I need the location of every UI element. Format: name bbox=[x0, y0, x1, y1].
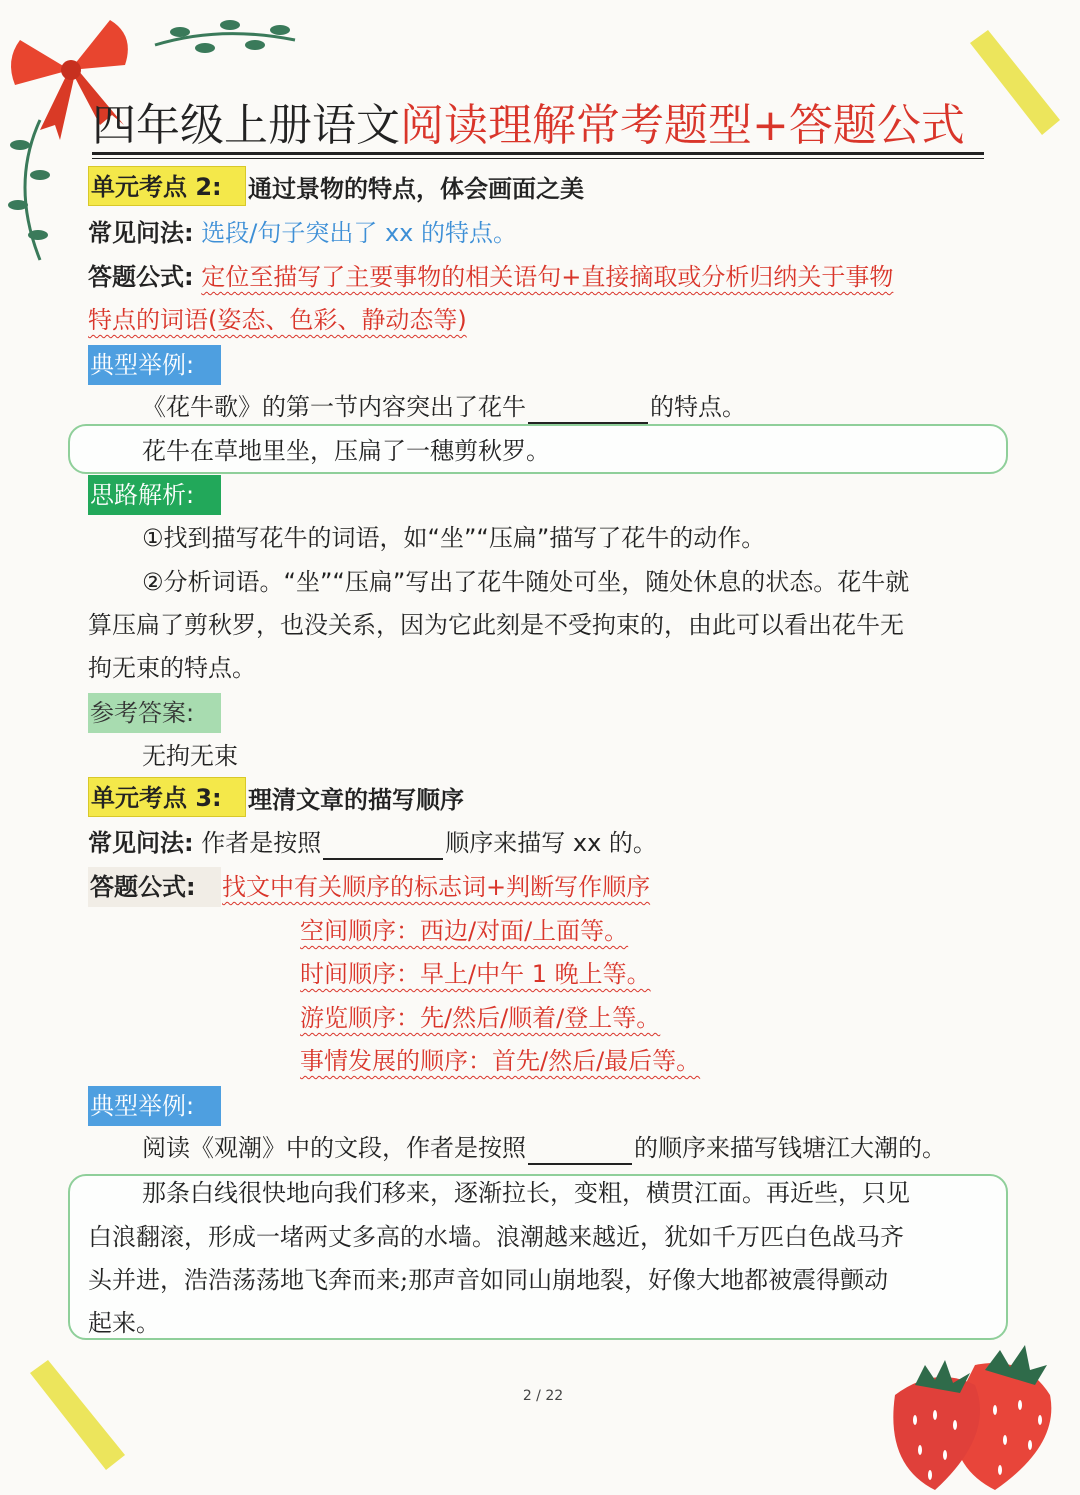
answer-blank bbox=[528, 396, 648, 424]
formula-text-continued: 特点的词语(姿态、色彩、静动态等) bbox=[88, 306, 467, 334]
answer-blank bbox=[323, 832, 443, 860]
analysis-step-2-end: 拘无束的特点。 bbox=[88, 654, 256, 682]
title-divider bbox=[92, 158, 984, 159]
quote-line-4: 起来。 bbox=[88, 1309, 160, 1337]
example-question bbox=[142, 390, 746, 424]
order-tour: 游览顺序：先/然后/顺着/登上等。 bbox=[300, 1004, 661, 1032]
ask-text-end: 顺序来描写 xx 的。 bbox=[445, 829, 657, 857]
example-question bbox=[142, 1131, 946, 1165]
order-event: 事情发展的顺序：首先/然后/最后等。 bbox=[300, 1047, 701, 1075]
answer-text: 无拘无束 bbox=[142, 742, 238, 770]
ask-label: 常见问法: bbox=[88, 219, 194, 247]
example-label: 典型举例: bbox=[88, 1086, 221, 1126]
question-text: 《花牛歌》的第一节内容突出了花牛 bbox=[142, 393, 526, 421]
analysis-step-2: ②分析词语。“坐”“压扁”写出了花牛随处可坐，随处休息的状态。花牛就 bbox=[142, 568, 910, 596]
title-divider bbox=[92, 152, 984, 155]
answer-blank bbox=[528, 1137, 632, 1165]
question-text-end: 的特点。 bbox=[650, 393, 746, 421]
page-number: 2 / 22 bbox=[522, 1388, 564, 1404]
answer-label: 参考答案: bbox=[88, 693, 221, 733]
analysis-label: 思路解析: bbox=[88, 475, 221, 515]
unit3-label: 单元考点 3: bbox=[88, 777, 246, 817]
analysis-step-1: ①找到描写花牛的词语，如“坐”“压扁”描写了花牛的动作。 bbox=[142, 524, 766, 552]
formula-text: 定位至描写了主要事物的相关语句+直接摘取或分析归纳关于事物 bbox=[201, 263, 894, 291]
page-title bbox=[92, 96, 965, 156]
formula-label: 答题公式: bbox=[88, 867, 221, 907]
analysis-step-2-continued: 算压扁了剪秋罗，也没关系，因为它此刻是不受拘束的，由此可以看出花牛无 bbox=[88, 611, 904, 639]
leaf-branch-icon bbox=[150, 10, 300, 60]
quote-line-3: 头并进，浩浩荡荡地飞奔而来;那声音如同山崩地裂，好像大地都被震得颤动 bbox=[88, 1266, 889, 1294]
quote-line-2: 白浪翻滚，形成一堵两丈多高的水墙。浪潮越来越近，犹如千万匹白色战马齐 bbox=[88, 1223, 904, 1251]
unit2-ask bbox=[88, 216, 517, 250]
order-space: 空间顺序：西边/对面/上面等。 bbox=[300, 917, 629, 945]
tape-icon bbox=[960, 25, 1070, 140]
ask-text: 选段/句子突出了 xx 的特点。 bbox=[201, 219, 517, 247]
formula-text: 找文中有关顺序的标志词+判断写作顺序 bbox=[222, 873, 651, 901]
vine-icon bbox=[0, 115, 60, 265]
ask-label: 常见问法: bbox=[88, 829, 194, 857]
unit2-heading: 通过景物的特点，体会画面之美 bbox=[248, 175, 584, 203]
question-text: 阅读《观潮》中的文段，作者是按照 bbox=[142, 1134, 526, 1162]
unit2-label: 单元考点 2: bbox=[88, 166, 246, 206]
unit2-formula bbox=[88, 260, 893, 294]
unit3-ask bbox=[88, 826, 657, 860]
title-part2: 阅读理解常考题型+答题公式 bbox=[400, 100, 965, 151]
order-time: 时间顺序：早上/中午 1 晚上等。 bbox=[300, 960, 651, 988]
strawberry-icon bbox=[875, 1325, 1075, 1495]
ask-text: 作者是按照 bbox=[201, 829, 322, 857]
quote-line-1: 那条白线很快地向我们移来，逐渐拉长，变粗，横贯江面。再近些，只见 bbox=[142, 1179, 910, 1207]
formula-label: 答题公式: bbox=[88, 263, 194, 291]
unit3-heading: 理清文章的描写顺序 bbox=[248, 786, 464, 814]
question-text-end: 的顺序来描写钱塘江大潮的。 bbox=[634, 1134, 946, 1162]
tape-icon bbox=[20, 1355, 130, 1475]
example-label: 典型举例: bbox=[88, 345, 221, 385]
title-part1: 四年级上册语文 bbox=[92, 100, 400, 151]
quote-text: 花牛在草地里坐，压扁了一穗剪秋罗。 bbox=[142, 437, 550, 465]
